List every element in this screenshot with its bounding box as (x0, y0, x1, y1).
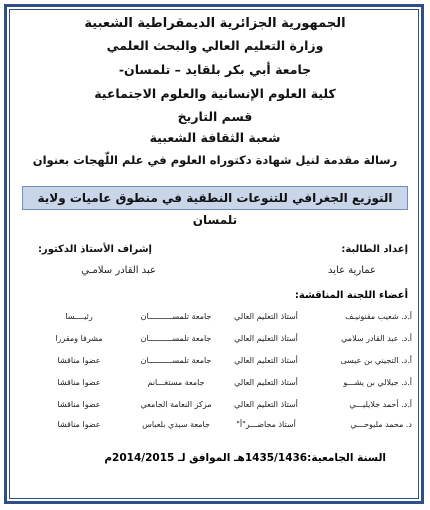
member-name: أ.د. عبد القادر سلامي (341, 334, 412, 343)
committee-row (14, 334, 416, 350)
member-university: جامعة مستغـــانم (147, 378, 205, 387)
member-role: رئيــــسا (65, 312, 93, 321)
country-name: الجمهورية الجزائرية الديمقراطية الشعبية (84, 16, 346, 31)
committee-row (14, 312, 416, 328)
member-name: أ.د. جيلالي بن يشـــو (343, 378, 412, 387)
member-role: عضوا مناقشا (57, 420, 101, 429)
prepared-by-label: إعداد الطالبة: (341, 244, 408, 255)
academic-year: السنة الجامعية:1435/1436هـ الموافق لـ 2014/2015م (104, 452, 386, 464)
committee-row (14, 356, 416, 372)
member-name: أ.د. أحمد جلايليـــي (349, 400, 412, 409)
branch-name: شعبة الثقافة الشعبية (149, 130, 281, 145)
member-role: عضوا مناقشا (57, 400, 101, 409)
member-university: مركز النعامة الجامعي (140, 400, 212, 409)
member-name: د. محمد مليوحـــي (350, 420, 412, 429)
thesis-title: التوزيع الجغرافي للتنوعات النطقية في منطوق عاميات ولاية تلمسان (22, 186, 408, 210)
member-rank: أستاذ التعليم العالي (234, 334, 298, 343)
member-role: عضوا مناقشا (57, 378, 101, 387)
member-rank: أستاذ التعليم العالي (234, 312, 298, 321)
committee-row (14, 400, 416, 416)
thesis-description: رسالة مقدمة لنيل شهادة دكتوراه العلوم في علم اللّهجات بعنوان (32, 153, 398, 167)
university-name: جامعة أبي بكر بلقايد – تلمسان- (118, 62, 312, 77)
member-role: عضوا مناقشا (57, 356, 101, 365)
committee-row (14, 420, 416, 436)
member-name: أ.د. التجيني بن عيسى (340, 356, 412, 365)
ministry-name: وزارة التعليم العالي والبحث العلمي (106, 38, 324, 53)
supervisor-name: عبد القادر سلامـي (81, 265, 156, 276)
department-name: قسم التاريخ (177, 109, 253, 124)
committee-row (14, 378, 416, 394)
thesis-cover-page (14, 12, 416, 498)
member-rank: أستاذ محاضـــر"أ" (236, 420, 296, 429)
supervisor-label: إشراف الأستاذ الدكتور: (37, 244, 152, 255)
member-rank: أستاذ التعليم العالي (234, 400, 298, 409)
committee-title: أعضاء اللجنة المناقشة: (294, 290, 408, 301)
member-rank: أستاذ التعليم العالي (234, 356, 298, 365)
member-name: أ.د. شعيب مقنونيـف (345, 312, 412, 321)
member-role: مشرفا ومقررا (55, 334, 103, 343)
student-name: عمارية عايد (328, 265, 376, 276)
member-rank: أستاذ التعليم العالي (234, 378, 298, 387)
member-university: جامعة سيدي بلعباس (142, 420, 210, 429)
faculty-name: كلية العلوم الإنسانية والعلوم الاجتماعية (94, 86, 336, 101)
member-university: جامعة تلمســــــــــان (140, 312, 212, 321)
member-university: جامعة تلمســــــــــان (140, 356, 212, 365)
member-university: جامعة تلمســــــــــان (140, 334, 212, 343)
